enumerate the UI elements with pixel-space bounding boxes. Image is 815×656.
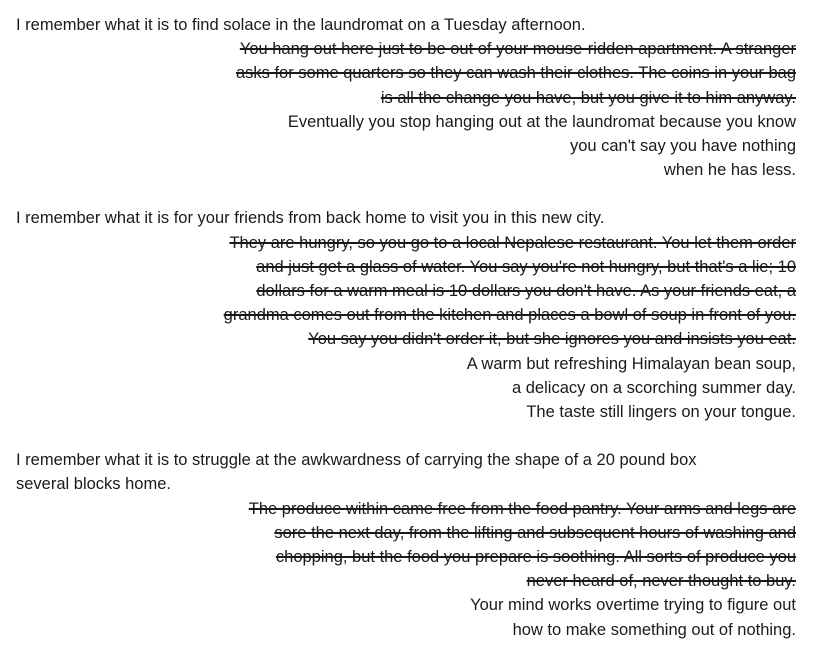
stanza-laundromat	[16, 13, 796, 182]
struck-line: You say you didn't order it, but she ignores you and insists you eat.	[308, 330, 796, 349]
closing-line: Eventually you stop hanging out at the laundromat because you know	[287, 112, 796, 131]
struck-line: is all the change you have, but you give it to him anyway.	[380, 88, 796, 107]
closing-line: Your mind works overtime trying to figure out	[470, 596, 796, 615]
opening-line: I remember what it is to find solace in the laundromat on a Tuesday afternoon.	[16, 16, 586, 34]
opening-line: I remember what it is for your friends from back home to visit you in this new city.	[16, 209, 605, 228]
opening-line: I remember what it is to struggle at the awkwardness of carrying the shape of a 20 pound box	[16, 451, 697, 470]
stanza-food-pantry	[16, 448, 796, 642]
struck-line: never heard of, never thought to buy.	[526, 572, 796, 591]
closing-line: you can't say you have nothing	[569, 137, 796, 156]
struck-line: and just get a glass of water. You say you're not hungry, but that's a lie; 10	[256, 257, 796, 276]
closing-line: A warm but refreshing Himalayan bean soup,	[466, 354, 796, 373]
closing-line: a delicacy on a scorching summer day.	[512, 378, 796, 397]
struck-line: grandma comes out from the kitchen and places a bowl of soup in front of you.	[223, 306, 796, 325]
struck-line: sore the next day, from the lifting and subsequent hours of washing and	[274, 523, 796, 542]
closing-line: when he has less.	[663, 161, 796, 180]
struck-line: dollars for a warm meal is 10 dollars you don't have. As your friends eat, a	[256, 282, 796, 301]
struck-line: asks for some quarters so they can wash their clothes. The coins in your bag	[235, 64, 796, 83]
struck-line: You hang out here just to be out of your mouse-ridden apartment. A stranger	[239, 40, 796, 59]
closing-line: The taste still lingers on your tongue.	[526, 403, 796, 422]
struck-line: The produce within came free from the food pantry. Your arms and legs are	[248, 499, 796, 518]
closing-line: how to make something out of nothing.	[512, 620, 796, 639]
struck-line: chopping, but the food you prepare is soothing. All sorts of produce you	[275, 548, 796, 567]
opening-line: several blocks home.	[16, 475, 171, 494]
stanza-restaurant	[16, 206, 796, 424]
struck-line: They are hungry, so you go to a local Nepalese restaurant. You let them order	[229, 233, 796, 252]
